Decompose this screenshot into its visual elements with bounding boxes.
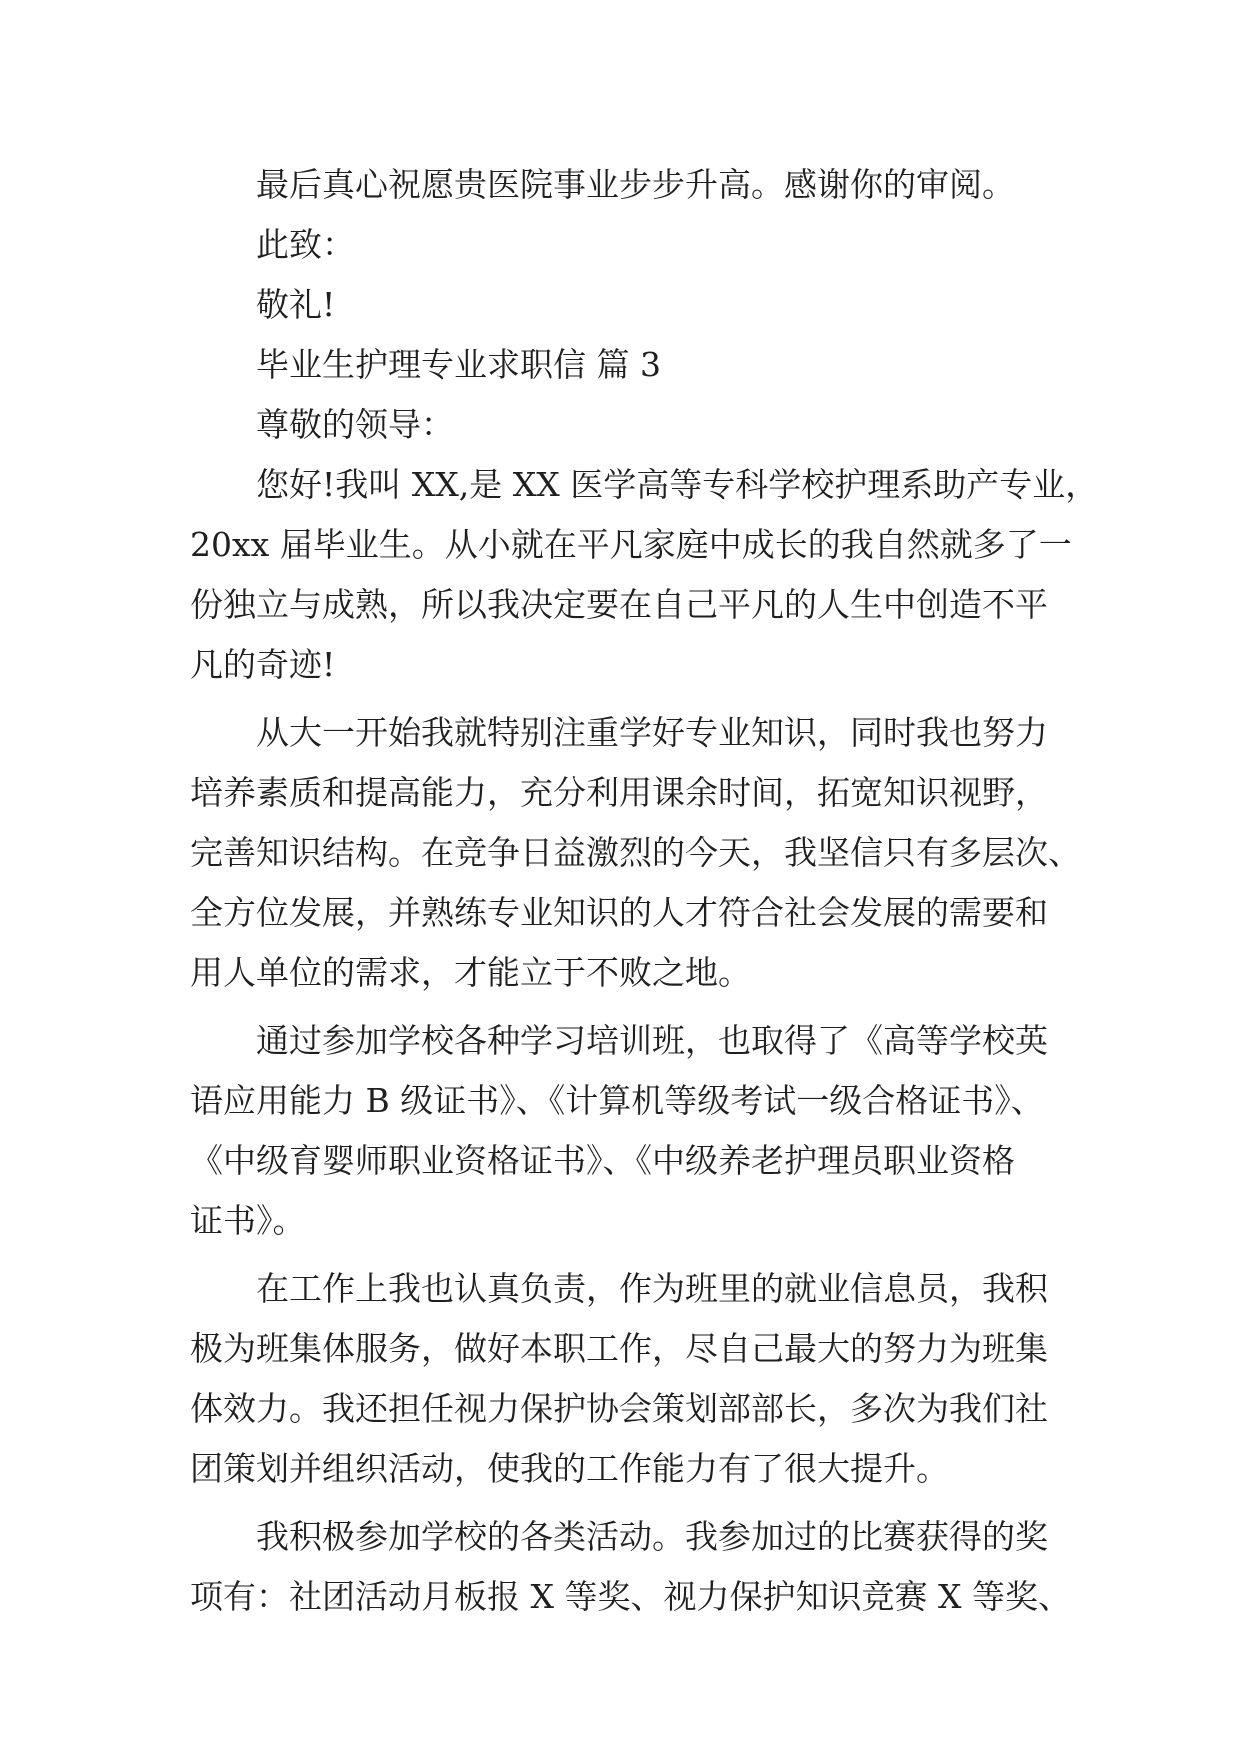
section-title: 毕业生护理专业求职信 篇 3 xyxy=(256,345,661,384)
paragraph-gap xyxy=(190,1003,1056,1011)
paragraph-line: 完善知识结构。在竞争日益激烈的今天，我坚信只有多层次、 xyxy=(190,833,1081,872)
paragraph-line: 凡的奇迹! xyxy=(190,645,336,684)
paragraph-gap xyxy=(190,695,1056,703)
paragraph xyxy=(190,1011,1056,1251)
paragraph-line: 通过参加学校各种学习培训班，也取得了《高等学校英 xyxy=(256,1021,1048,1060)
paragraph xyxy=(190,703,1081,1003)
paragraph-line: 全方位发展，并熟练专业知识的人才符合社会发展的需要和 xyxy=(190,893,1048,932)
closing-line: 敬礼! xyxy=(256,285,336,324)
paragraph-line: 份独立与成熟，所以我决定要在自己平凡的人生中创造不平 xyxy=(190,585,1048,624)
closing-line: 最后真心祝愿贵医院事业步步升高。感谢你的审阅。 xyxy=(256,165,1015,204)
paragraph-line: 项有：社团活动月板报 X 等奖、视力保护知识竞赛 X 等奖、 xyxy=(190,1577,1071,1616)
paragraph xyxy=(190,1259,1056,1499)
salutation: 尊敬的领导： xyxy=(256,405,454,444)
closing-line: 此致： xyxy=(256,225,355,264)
paragraph-line: 从大一开始我就特别注重学好专业知识，同时我也努力 xyxy=(256,713,1048,752)
paragraph-line: 语应用能力 B 级证书》、《计算机等级考试一级合格证书》、 xyxy=(190,1081,1044,1120)
paragraph-line: 在工作上我也认真负责，作为班里的就业信息员，我积 xyxy=(256,1269,1048,1308)
paragraph-line: 您好!我叫 XX,是 XX 医学高等专科学校护理系助产专业， xyxy=(256,465,1099,504)
paragraph-line: 我积极参加学校的各类活动。我参加过的比赛获得的奖 xyxy=(256,1517,1048,1556)
paragraph xyxy=(190,1507,1071,1627)
paragraph xyxy=(190,455,1099,695)
paragraph-line: 极为班集体服务，做好本职工作，尽自己最大的努力为班集 xyxy=(190,1329,1048,1368)
paragraph-gap xyxy=(190,1499,1056,1507)
paragraph-line: 《中级育婴师职业资格证书》、《中级养老护理员职业资格 xyxy=(190,1141,1015,1180)
paragraph-line: 培养素质和提高能力，充分利用课余时间，拓宽知识视野， xyxy=(190,773,1048,812)
document-body xyxy=(190,155,1099,1627)
paragraph-line: 用人单位的需求，才能立于不败之地。 xyxy=(190,953,751,992)
paragraph-line: 体效力。我还担任视力保护协会策划部部长，多次为我们社 xyxy=(190,1389,1048,1428)
paragraph-line: 20xx 届毕业生。从小就在平凡家庭中成长的我自然就多了一 xyxy=(190,525,1072,564)
paragraph-line: 团策划并组织活动，使我的工作能力有了很大提升。 xyxy=(190,1449,949,1488)
paragraph-gap xyxy=(190,1251,1056,1259)
paragraph-line: 证书》。 xyxy=(190,1201,306,1240)
